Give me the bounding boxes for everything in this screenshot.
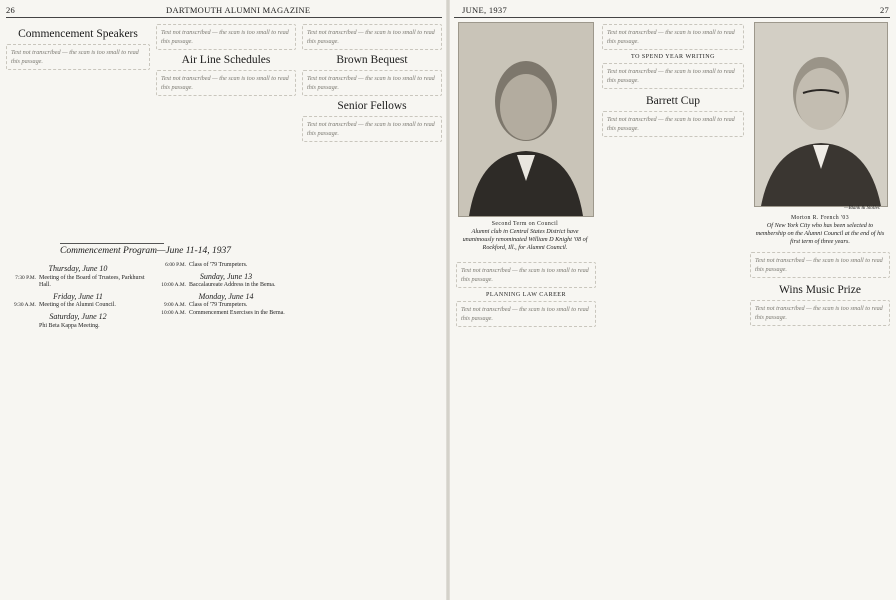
column-two — [156, 24, 296, 96]
header-rule — [454, 17, 890, 18]
column-three — [302, 24, 442, 142]
program-title: Commencement Program—June 11-14, 1937 — [60, 246, 231, 256]
program-day-saturday: Saturday, June 12 — [49, 311, 107, 321]
portrait-photo-icon — [459, 23, 593, 216]
program-row: 10:00 A.M. Commencement Exercises in the Bema. — [161, 309, 285, 316]
spend-year-writing-placeholder: Text not transcribed — the scan is too small to read this passage. — [602, 63, 744, 89]
commencement-speakers-heading: Commencement Speakers — [18, 28, 138, 40]
brown-bequest-heading: Brown Bequest — [336, 54, 408, 66]
program-row: 9:00 A.M. Class of '79 Trumpeters. — [163, 302, 248, 309]
photo-two-caption-name: Morton R. French '03 — [791, 215, 849, 221]
program-row: 7:30 P.M. Meeting of the Board of Trustees, Parkhurst Hall. — [15, 274, 145, 289]
photo-one-caption-text: Alumni club in Central States District have unanimously renominated William D Knight '08 of Rockford, Ill., for Alumni Council. — [462, 228, 588, 251]
photo-one-caption-head: Second Term on Council — [491, 221, 559, 227]
wins-music-prize-heading: Wins Music Prize — [779, 284, 861, 296]
wins-music-prize-placeholder: Text not transcribed — the scan is too small to read this passage. — [750, 300, 890, 326]
program-rule — [60, 243, 164, 244]
column-three-placeholder: Text not transcribed — the scan is too small to read this passage. — [302, 24, 442, 50]
program-row: 9:30 A.M. Meeting of the Alumni Council. — [13, 302, 116, 309]
right-column-three — [750, 252, 890, 326]
running-title-right: JUNE, 1937 — [462, 5, 508, 15]
program-row: Phi Beta Kappa Meeting. — [39, 322, 100, 329]
portrait-photo-french — [754, 22, 888, 207]
commencement-speakers-article — [6, 24, 150, 70]
barrett-cup-placeholder: Text not transcribed — the scan is too small to read this passage. — [602, 111, 744, 137]
photo-two-caption-text: Of New York City who has been selected to membership on the Alumni Council at the end of his first term of three years. — [755, 222, 885, 245]
page-number-right: 27 — [880, 5, 890, 15]
spend-year-writing-heading: TO SPEND YEAR WRITING — [631, 54, 715, 60]
program-day-monday: Monday, June 14 — [198, 291, 254, 301]
portrait-photo-knight — [458, 22, 594, 217]
planning-law-career-heading: PLANNING LAW CAREER — [486, 292, 566, 298]
program-day-thursday: Thursday, June 10 — [48, 264, 108, 273]
brown-bequest-placeholder: Text not transcribed — the scan is too small to read this passage. — [302, 70, 442, 96]
senior-fellows-placeholder: Text not transcribed — the scan is too small to read this passage. — [302, 116, 442, 142]
program-day-friday: Friday, June 11 — [53, 291, 103, 301]
right-column-two-placeholder: Text not transcribed — the scan is too small to read this passage. — [602, 24, 744, 50]
right-column-one-placeholder: Text not transcribed — the scan is too small to read this passage. — [456, 262, 596, 288]
air-line-placeholder: Text not transcribed — the scan is too small to read this passage. — [156, 70, 296, 96]
commencement-speakers-placeholder: Text not transcribed — the scan is too small to read this passage. — [6, 44, 150, 70]
program-column-two — [156, 262, 296, 318]
photo-two-caption — [752, 214, 888, 246]
photo-one-caption — [456, 220, 594, 252]
portrait-photo-icon — [755, 23, 887, 206]
right-column-two — [602, 24, 744, 137]
column-two-placeholder: Text not transcribed — the scan is too small to read this passage. — [156, 24, 296, 50]
program-row: 10:00 A.M. Baccalaureate Address in the Bema. — [161, 282, 276, 289]
air-line-heading: Air Line Schedules — [181, 54, 271, 66]
senior-fellows-heading: Senior Fellows — [337, 100, 407, 112]
barrett-cup-heading: Barrett Cup — [646, 95, 700, 108]
photo-two-credit: —Blank & Stoller. — [844, 206, 881, 211]
program-column-one — [6, 262, 150, 330]
header-rule — [6, 17, 442, 18]
page-number-left: 26 — [6, 5, 16, 15]
planning-law-career-placeholder: Text not transcribed — the scan is too small to read this passage. — [456, 301, 596, 327]
right-column-one — [456, 262, 596, 327]
right-column-three-placeholder: Text not transcribed — the scan is too small to read this passage. — [750, 252, 890, 278]
program-day-sunday: Sunday, June 13 — [199, 271, 253, 281]
running-title-left: DARTMOUTH ALUMNI MAGAZINE — [166, 5, 311, 15]
right-page — [448, 0, 896, 600]
program-row: 6:00 P.M. Class of '79 Trumpeters. — [165, 262, 248, 268]
